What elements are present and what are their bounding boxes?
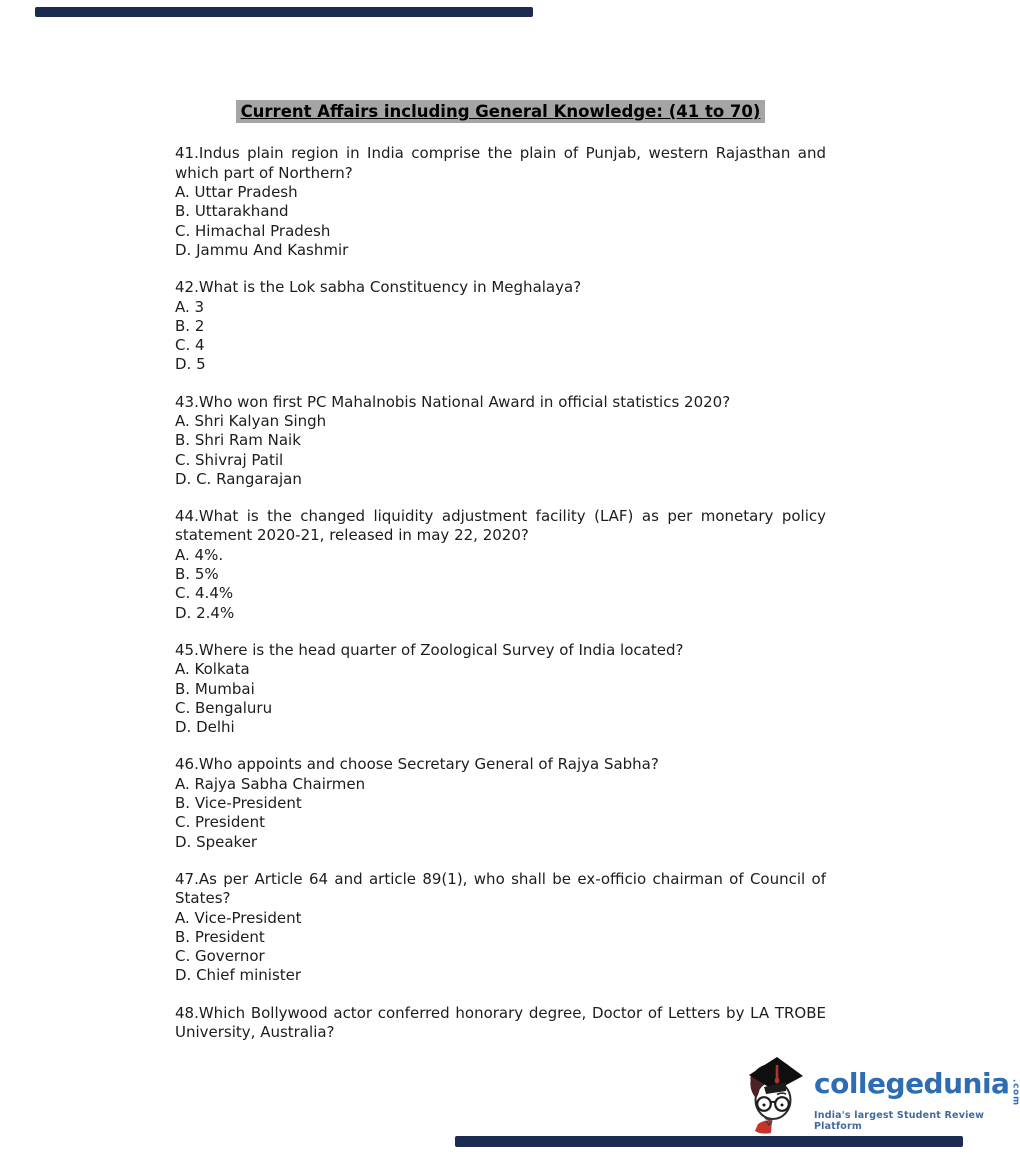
option-line: D. C. Rangarajan xyxy=(175,469,302,488)
top-decoration-bar xyxy=(35,7,533,17)
question-paper-content xyxy=(175,100,826,1042)
option-line: D. Chief minister xyxy=(175,966,302,985)
question-44 xyxy=(175,507,826,623)
question-text: 43.Who won first PC Mahalnobis National Award in official statistics 2020? xyxy=(175,392,731,411)
logo-tagline: India's largest Student Review Platform xyxy=(814,1109,985,1132)
logo-tld-text: .com xyxy=(1010,1079,1020,1106)
option-line: C. Himachal Pradesh xyxy=(175,221,331,240)
question-text: 47.As per Article 64 and article 89(1), who shall be ex-officio chairman of Council of States? xyxy=(175,869,826,908)
bottom-decoration-bar xyxy=(455,1136,963,1147)
section-header-row xyxy=(175,100,826,123)
option-line: C. Shivraj Patil xyxy=(175,450,284,469)
option-line: B. President xyxy=(175,927,265,946)
graduate-mascot-icon xyxy=(736,1048,810,1138)
option-line: A. Kolkata xyxy=(175,660,250,679)
option-line: B. 2 xyxy=(175,316,205,335)
option-line: C. 4.4% xyxy=(175,584,234,603)
option-line: A. Rajya Sabha Chairmen xyxy=(175,774,366,793)
question-text: 42.What is the Lok sabha Constituency in Meghalaya? xyxy=(175,278,582,297)
question-48 xyxy=(175,1004,826,1043)
question-text: 45.Where is the head quarter of Zoological Survey of India located? xyxy=(175,640,684,659)
option-line: B. Mumbai xyxy=(175,679,255,698)
question-text: 41.Indus plain region in India comprise the plain of Punjab, western Rajasthan and which part of Northern? xyxy=(175,144,826,182)
option-line: B. 5% xyxy=(175,565,219,584)
question-text: 44.What is the changed liquidity adjustment facility (LAF) as per monetary policy statement 2020-21, released in may 22, 2020? xyxy=(175,507,826,545)
question-text: 46.Who appoints and choose Secretary General of Rajya Sabha? xyxy=(175,755,659,774)
question-45 xyxy=(175,641,826,737)
logo-brand-text: collegedunia xyxy=(814,1067,1010,1100)
question-41 xyxy=(175,144,826,260)
option-line: D. 5 xyxy=(175,355,206,374)
question-46 xyxy=(175,755,826,851)
option-line: C. President xyxy=(175,813,265,832)
option-line: B. Uttarakhand xyxy=(175,202,289,221)
option-line: A. Shri Kalyan Singh xyxy=(175,412,327,430)
option-line: D. Speaker xyxy=(175,832,258,851)
question-43 xyxy=(175,393,826,489)
collegedunia-logo xyxy=(736,1048,1020,1138)
question-text: 48.Which Bollywood actor conferred honorary degree, Doctor of Letters by LA TROBE University, Australia? xyxy=(175,1003,826,1042)
option-line: C. 4 xyxy=(175,336,205,355)
option-line: A. Uttar Pradesh xyxy=(175,183,298,202)
option-line: C. Bengaluru xyxy=(175,698,273,717)
section-header: Current Affairs including General Knowledge: (41 to 70) xyxy=(236,100,766,123)
option-line: D. 2.4% xyxy=(175,603,235,622)
option-line: A. Vice-President xyxy=(175,908,302,927)
logo-text-block xyxy=(814,1067,1020,1132)
option-line: A. 4%. xyxy=(175,545,224,564)
option-line: B. Vice-President xyxy=(175,794,302,813)
question-42 xyxy=(175,278,826,374)
option-line: C. Governor xyxy=(175,947,265,966)
option-line: D. Jammu And Kashmir xyxy=(175,240,349,259)
question-47 xyxy=(175,870,826,986)
option-line: B. Shri Ram Naik xyxy=(175,431,301,450)
option-line: D. Delhi xyxy=(175,718,235,737)
option-line: A. 3 xyxy=(175,297,205,316)
